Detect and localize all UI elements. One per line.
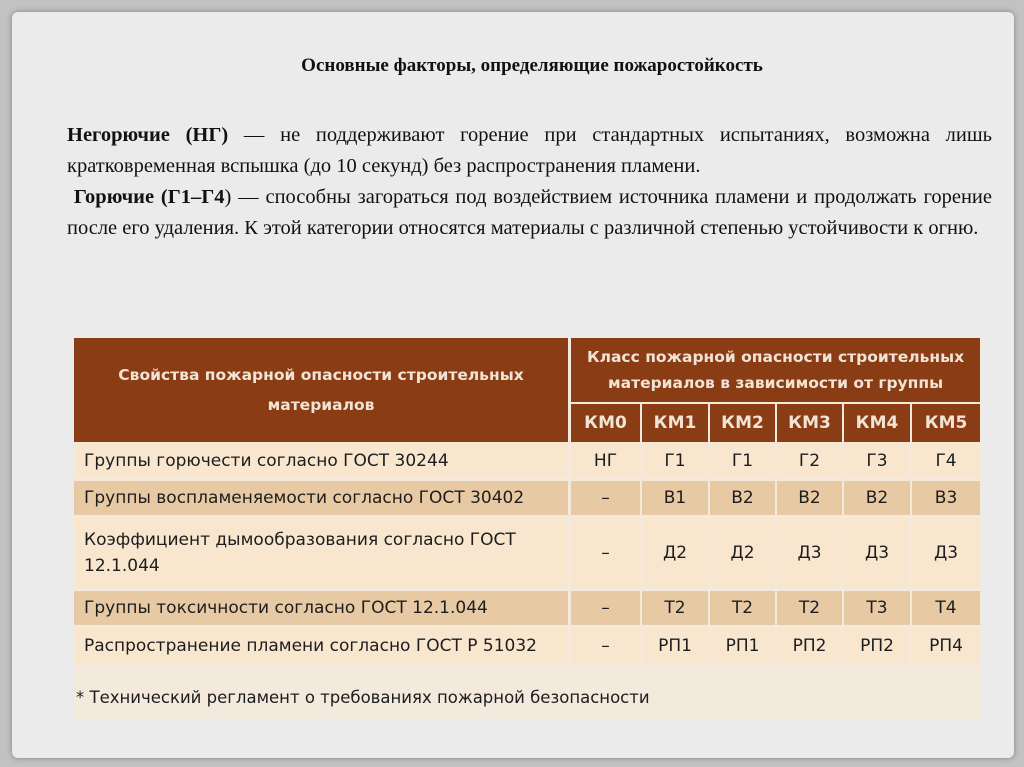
paragraph-flammable [67, 182, 992, 244]
header-km3: КМ3 [777, 404, 844, 444]
table-footnote: * Технический регламент о требованиях пожарной безопасности [74, 680, 982, 720]
row-label: Группы токсичности согласно ГОСТ 12.1.044 [74, 591, 571, 628]
cell-value: – [571, 591, 642, 628]
cell-value: В2 [844, 481, 912, 518]
cell-value: РП1 [642, 628, 710, 667]
header-properties: Свойства пожарной опасности строительных материалов [74, 338, 571, 444]
table-row [74, 481, 982, 518]
cell-value: В3 [912, 481, 982, 518]
term-flammable: Горючие (Г1–Г4 [73, 186, 225, 208]
row-label: Распространение пламени согласно ГОСТ Р 51032 [74, 628, 571, 667]
cell-value: – [571, 481, 642, 518]
cell-value: Т2 [777, 591, 844, 628]
definition-nonflammable: — не поддерживают горение при стандартных испытаниях, возможна лишь кратковременная вспышка (до 10 секунд) без распространения пламени. [67, 124, 992, 177]
row-label: Группы воспламеняемости согласно ГОСТ 30402 [74, 481, 571, 518]
cell-value: Т3 [844, 591, 912, 628]
cell-value: – [571, 518, 642, 591]
fire-hazard-class-table [74, 338, 982, 667]
cell-value: Г2 [777, 444, 844, 481]
cell-value: В2 [777, 481, 844, 518]
row-label: Коэффициент дымообразования согласно ГОСТ 12.1.044 [74, 518, 571, 591]
header-km0: КМ0 [571, 404, 642, 444]
cell-value: НГ [571, 444, 642, 481]
cell-value: РП2 [777, 628, 844, 667]
slide-title: Основные факторы, определяющие пожаростойкость [301, 55, 763, 76]
paragraph-nonflammable [67, 120, 992, 182]
cell-value: Г1 [642, 444, 710, 481]
table-row [74, 591, 982, 628]
fire-hazard-table [74, 338, 982, 720]
header-km4: КМ4 [844, 404, 912, 444]
row-label: Группы горючести согласно ГОСТ 30244 [74, 444, 571, 481]
header-km1: КМ1 [642, 404, 710, 444]
cell-value: Д3 [912, 518, 982, 591]
slide-body [67, 120, 992, 244]
slide [12, 12, 1014, 758]
cell-value: Г4 [912, 444, 982, 481]
table-row [74, 444, 982, 481]
table-row [74, 628, 982, 667]
cell-value: Т2 [710, 591, 777, 628]
term-nonflammable: Негорючие (НГ) [67, 124, 229, 146]
cell-value: РП4 [912, 628, 982, 667]
cell-value: РП2 [844, 628, 912, 667]
cell-value: – [571, 628, 642, 667]
cell-value: Т4 [912, 591, 982, 628]
cell-value: Д3 [844, 518, 912, 591]
header-km5: КМ5 [912, 404, 982, 444]
header-km2: КМ2 [710, 404, 777, 444]
cell-value: Д2 [710, 518, 777, 591]
cell-value: В2 [710, 481, 777, 518]
table-row [74, 518, 982, 591]
definition-flammable: ) — способны загораться под воздействием источника пламени и продолжать горение после его удаления. К этой категории относятся материалы с различной степенью устойчивости к огню. [67, 186, 992, 239]
header-class: Класс пожарной опасности строительных материалов в зависимости от группы [571, 338, 982, 404]
cell-value: Д2 [642, 518, 710, 591]
cell-value: Г1 [710, 444, 777, 481]
cell-value: Г3 [844, 444, 912, 481]
cell-value: Т2 [642, 591, 710, 628]
cell-value: В1 [642, 481, 710, 518]
cell-value: Д3 [777, 518, 844, 591]
cell-value: РП1 [710, 628, 777, 667]
